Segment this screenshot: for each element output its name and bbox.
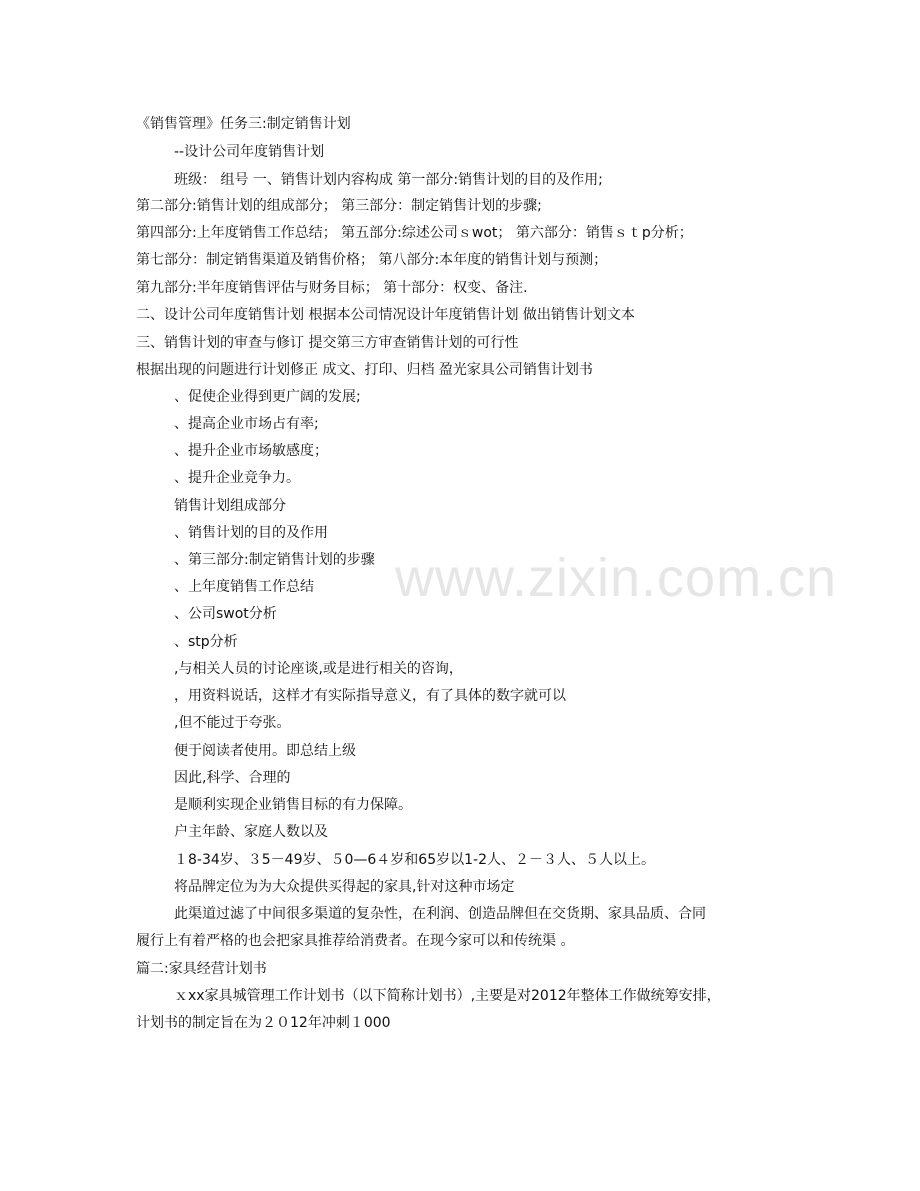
- list-item: 、提高企业市场占有率;: [174, 416, 319, 432]
- text-line: ，用资料说话，这样才有实际指导意义，有了具体的数字就可以: [174, 688, 566, 704]
- list-item: 、促使企业得到更广阔的发展;: [174, 389, 361, 405]
- text-line: 此渠道过滤了中间很多渠道的复杂性，在利润、创造品牌但在交货期、家具品质、合同: [174, 906, 706, 922]
- text-line: ,与相关人员的讨论座谈,或是进行相关的咨询，: [174, 661, 463, 677]
- list-item: 、stp分析: [174, 634, 238, 650]
- list-item: 、提升企业竞争力。: [174, 470, 300, 486]
- text-line: ,但不能过于夸张。: [174, 715, 291, 731]
- text-line: 第九部分:半年度销售评估与财务目标； 第十部分：权变、备注.: [136, 280, 528, 296]
- text-line: 是顺利实现企业销售目标的有力保障。: [174, 797, 412, 813]
- list-item: 、公司swot分析: [174, 606, 277, 622]
- watermark: www.zixin.com.cn: [395, 548, 838, 608]
- text-line: 根据出现的问题进行计划修正 成文、打印、归档 盈光家具公司销售计划书: [136, 362, 593, 378]
- text-line: 第四部分:上年度销售工作总结； 第五部分:综述公司ｓwot； 第六部分：销售ｓｔp分析；: [136, 225, 693, 241]
- text-line: 将品牌定位为为大众提供买得起的家具,针对这种市场定: [174, 879, 515, 895]
- doc-subtitle: --设计公司年度销售计划: [174, 144, 325, 160]
- text-line: １8-34岁、３5－49岁、５0—6４岁和65岁以1-2人、２－３人、５人以上。: [174, 852, 655, 868]
- text-line: 班级： 组号 一、销售计划内容构成 第一部分:销售计划的目的及作用;: [174, 172, 603, 188]
- text-line: ｘxx家具城管理工作计划书（以下简称计划书）,主要是对2012年整体工作做统筹安排，: [174, 988, 721, 1004]
- list-item: 、提升企业市场敏感度；: [174, 443, 328, 459]
- text-line: 二、设计公司年度销售计划 根据本公司情况设计年度销售计划 做出销售计划文本: [136, 307, 635, 323]
- text-line: 履行上有着严格的也会把家具推荐给消费者。在现今家可以和传统渠 。: [136, 933, 575, 949]
- text-line: 三、销售计划的审查与修订 提交第三方审查销售计划的可行性: [136, 335, 519, 351]
- text-line: 第七部分：制定销售渠道及销售价格； 第八部分:本年度的销售计划与预测；: [136, 252, 608, 268]
- text-line: 计划书的制定旨在为２０12年冲刺１000: [136, 1015, 391, 1031]
- text-line: 户主年龄、家庭人数以及: [174, 824, 328, 840]
- text-line: 第二部分:销售计划的组成部分； 第三部分：制定销售计划的步骤;: [136, 198, 542, 214]
- text-line: 便于阅读者使用。即总结上级: [174, 743, 356, 759]
- list-item: 、销售计划的目的及作用: [174, 525, 328, 541]
- list-item: 、第三部分:制定销售计划的步骤: [174, 552, 375, 568]
- list-item: 、上年度销售工作总结: [174, 579, 314, 595]
- doc-title: 《销售管理》任务三:制定销售计划: [136, 116, 351, 132]
- section-heading: 销售计划组成部分: [174, 498, 286, 514]
- text-line: 因此,科学、合理的: [174, 770, 291, 786]
- section-heading: 篇二:家具经营计划书: [136, 961, 267, 977]
